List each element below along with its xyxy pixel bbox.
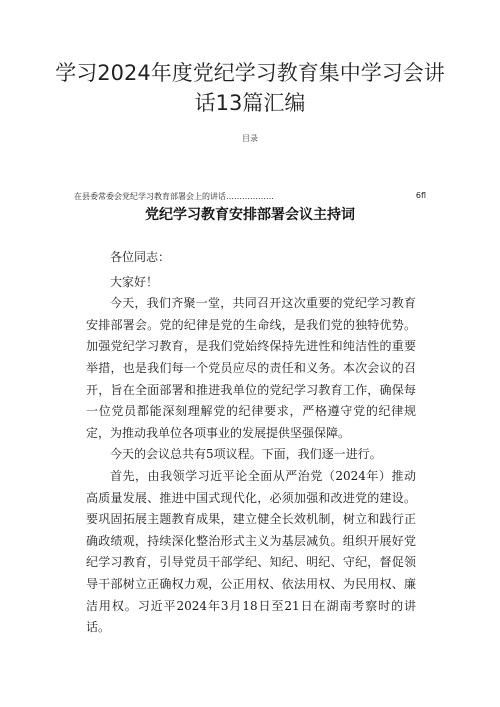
paragraph: 今天的会议总共有5项议程。下面，我们逐一进行。 [110, 447, 382, 462]
greeting: 大家好！ [110, 274, 159, 289]
paragraph: 今天，我们齐聚一堂，共同召开这次重要的党纪学习教育安排部署会。党的纪律是党的生命线，是我们党的独特优势。加强党纪学习教育，是我们党始终保持先进性和纯洁性的重要举措，也是我们每一个党员应尽的责任和义务。本次会议的召开，旨在全面部署和推进我单位的党纪学习教育工作，确保每一位党员都能深刻理解党的纪律要求，严格遵守党的纪律规定，为推动我单位各项事业的发展提供坚强保障。 [86, 296, 416, 440]
section-heading: 党纪学习教育安排部署会议主持词 [145, 207, 355, 223]
salutation: 各位同志： [110, 250, 171, 264]
document-title [40, 58, 460, 118]
toc-heading: 目录 [242, 134, 258, 143]
title-line-1: 学习2024年度党纪学习教育集中学习会讲 [55, 61, 445, 85]
body-text [86, 247, 416, 639]
paragraph: 首先，由我领学习近平论全面从严治党（2024年）推动高质量发展、推进中国式现代化，必须加强和改进党的建设。要巩固拓展主题教育成果，建立健全长效机制，树立和践行正确政绩观，持续深化整治形式主义为基层减负。组织开展好党纪学习教育，引导党员干部学纪、知纪、明纪、守纪，督促领导干部树立正确权力观，公正用权、依法用权、为民用权、廉洁用权。习近平2024年3月18日至21日在湖南考察时的讲话。 [86, 468, 416, 635]
toc-entry-page: 6fl [415, 191, 426, 200]
toc-entry-text: 在县委常委会党纪学习教育部署会上的讲话……………… [74, 192, 274, 201]
title-line-2: 话13篇汇编 [194, 91, 306, 115]
toc-entry[interactable] [74, 191, 426, 203]
